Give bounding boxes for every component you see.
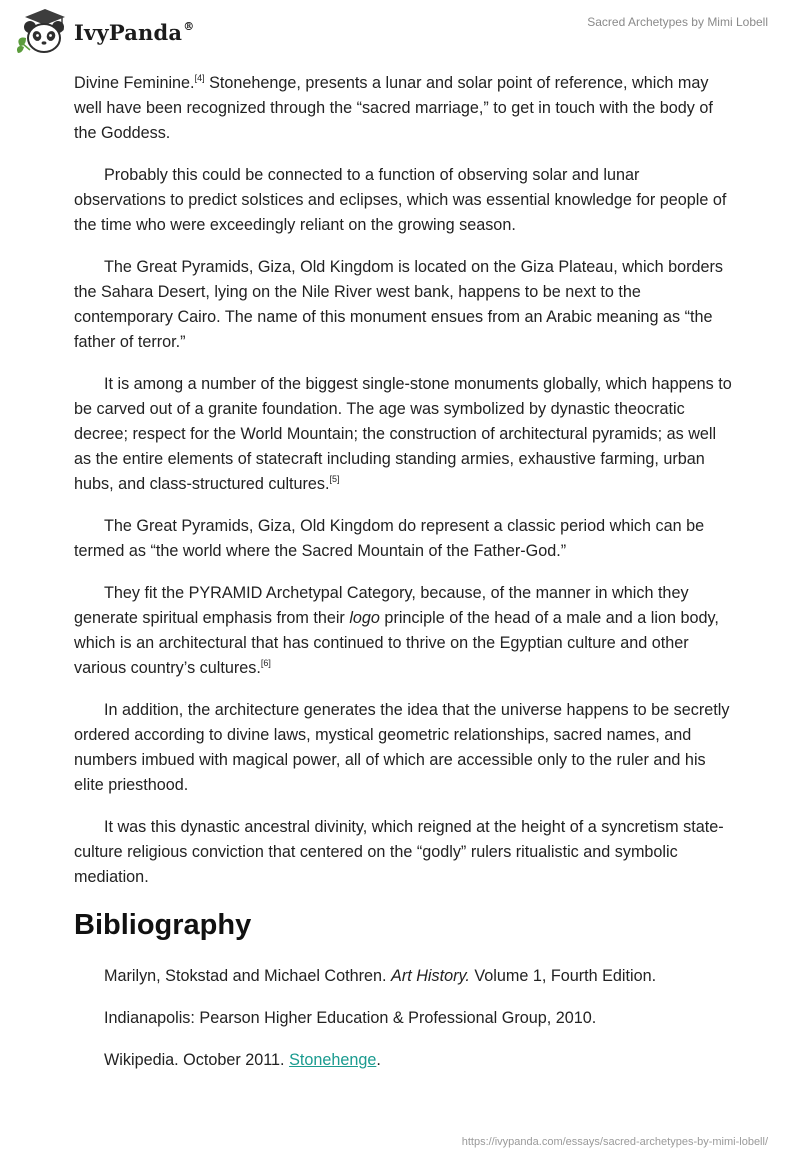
bibliography-entry: Marilyn, Stokstad and Michael Cothren. Art History. Volume 1, Fourth Edition. bbox=[104, 967, 657, 985]
footer-url: https://ivypanda.com/essays/sacred-archetypes-by-mimi-lobell/ bbox=[461, 1136, 768, 1148]
footnote-ref[interactable]: [4] bbox=[194, 73, 205, 83]
bibliography-list bbox=[74, 964, 734, 1073]
paragraph: They fit the PYRAMID Archetypal Category, because, of the manner in which they generate spiritual emphasis from their logo principle of the head of a male and a lion body, which is an architectural that has continued to thrive on the Egyptian culture and other various country’s cultures.[6] bbox=[74, 584, 719, 677]
page-header bbox=[0, 0, 800, 70]
stonehenge-link[interactable]: Stonehenge bbox=[289, 1051, 377, 1069]
ivypanda-logo[interactable] bbox=[14, 6, 194, 58]
paragraph: The Great Pyramids, Giza, Old Kingdom is located on the Giza Plateau, which borders the Sahara Desert, lying on the Nile River west bank, happens to be next to the contemporary Cairo. The name of this monument ensues from an Arabic meaning as “the father of terror.” bbox=[74, 258, 724, 351]
footnote-ref[interactable]: [5] bbox=[329, 474, 340, 484]
paragraph: It is among a number of the biggest single-stone monuments globally, which happens to be carved out of a granite foundation. The age was symbolized by dynastic theocratic decree; respect for the World Mountain; the construction of architectural pyramids; as well as the entire elements of statecraft including standing armies, exhaustive farming, urban hubs, and class-structured cultures.[5] bbox=[74, 375, 732, 493]
paragraph: Divine Feminine.[4] Stonehenge, presents a lunar and solar point of reference, which may well have been recognized through the “sacred marriage,” to get in touch with the body of the Goddess. bbox=[74, 73, 713, 142]
running-title: Sacred Archetypes by Mimi Lobell bbox=[587, 15, 768, 29]
paragraph: In addition, the architecture generates the idea that the universe happens to be secretly ordered according to divine laws, mystical geometric relationships, sacred names, and numbers imbued with magical power, all of which are accessible only to the ruler and his elite priesthood. bbox=[74, 701, 730, 794]
bibliography-entry: Wikipedia. October 2011. Stonehenge. bbox=[104, 1051, 381, 1069]
bibliography-entry: Indianapolis: Pearson Higher Education & Professional Group, 2010. bbox=[104, 1009, 597, 1027]
essay-body bbox=[74, 71, 734, 1090]
logo-wordmark: IvyPanda® bbox=[74, 19, 195, 45]
paragraph: It was this dynastic ancestral divinity, which reigned at the height of a syncretism state-culture religious conviction that centered on the “godly” rulers ritualistic and symbolic mediation. bbox=[74, 818, 724, 886]
paragraph: Probably this could be connected to a function of observing solar and lunar observations to predict solstices and eclipses, which was essential knowledge for people of the time who were exceedingly reliant on the growing season. bbox=[74, 166, 727, 234]
footnote-ref[interactable]: [6] bbox=[260, 658, 271, 668]
paragraph: The Great Pyramids, Giza, Old Kingdom do represent a classic period which can be termed as “the world where the Sacred Mountain of the Father-God.” bbox=[74, 517, 705, 560]
panda-logo-icon bbox=[14, 6, 72, 58]
bibliography-heading: Bibliography bbox=[74, 909, 252, 941]
